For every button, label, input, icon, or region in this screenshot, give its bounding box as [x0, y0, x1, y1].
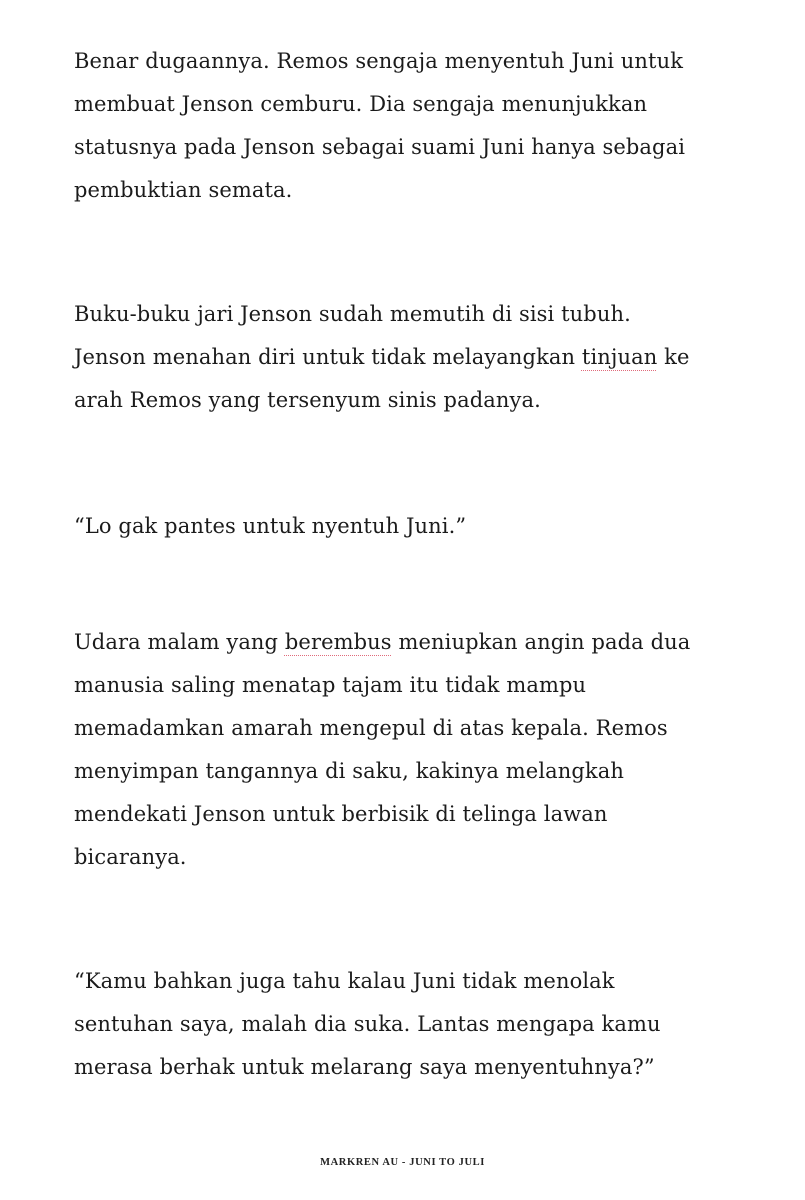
text-line: sentuhan saya, malah dia suka. Lantas mengapa kamu [74, 1012, 661, 1036]
text-line: Buku-buku jari Jenson sudah memutih di sisi tubuh. [74, 302, 631, 326]
paragraph-3-dialogue [74, 505, 734, 548]
text-segment: Jenson menahan diri untuk tidak melayangkan [74, 345, 582, 369]
text-line: Benar dugaannya. Remos sengaja menyentuh Juni untuk [74, 49, 684, 73]
paragraph-5-dialogue [74, 960, 734, 1089]
text-line: statusnya pada Jenson sebagai suami Juni hanya sebagai [74, 135, 686, 159]
paragraph-2 [74, 293, 734, 422]
paragraph-1 [74, 40, 734, 212]
text-line: menyimpan tangannya di saku, kakinya melangkah [74, 759, 624, 783]
paragraph-4 [74, 621, 734, 879]
spellcheck-marked-word[interactable]: tinjuan [581, 345, 658, 369]
text-line: manusia saling menatap tajam itu tidak mampu [74, 673, 587, 697]
text-segment: Udara malam yang [74, 630, 285, 654]
text-line [74, 336, 734, 379]
text-line: pembuktian semata. [74, 178, 293, 202]
text-line: merasa berhak untuk melarang saya menyentuhnya?” [74, 1055, 655, 1079]
text-line: mendekati Jenson untuk berbisik di telinga lawan [74, 802, 608, 826]
text-line: arah Remos yang tersenyum sinis padanya. [74, 388, 541, 412]
text-line: “Kamu bahkan juga tahu kalau Juni tidak menolak [74, 969, 615, 993]
text-line: “Lo gak pantes untuk nyentuh Juni.” [74, 514, 467, 538]
text-line: memadamkan amarah mengepul di atas kepala. Remos [74, 716, 668, 740]
text-line: bicaranya. [74, 845, 187, 869]
text-line: membuat Jenson cemburu. Dia sengaja menunjukkan [74, 92, 648, 116]
spellcheck-marked-word[interactable]: berembus [284, 630, 392, 654]
text-segment: ke [657, 345, 690, 369]
text-line [74, 621, 734, 664]
page-footer: MARKREN AU - JUNI TO JULI [320, 1157, 485, 1168]
text-segment: meniupkan angin pada dua [391, 630, 691, 654]
